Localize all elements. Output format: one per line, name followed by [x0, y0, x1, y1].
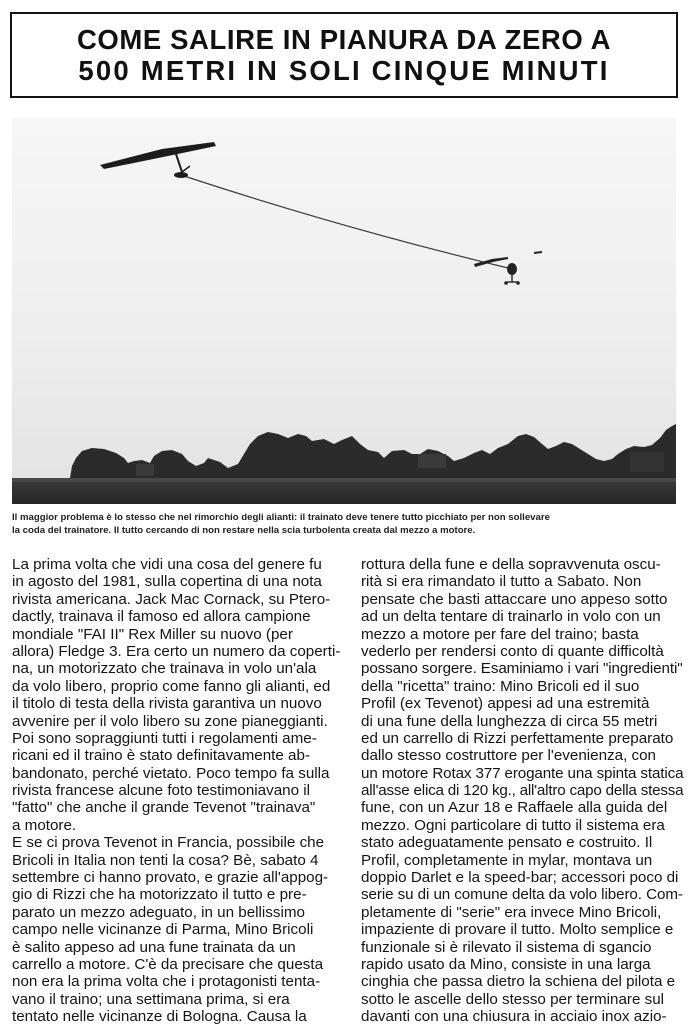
article-line: cinghia che passa dietro la schiena del pilota e [361, 973, 676, 991]
article-line: è salito appeso ad una fune trainata da un [12, 938, 296, 956]
article-line: rivista americana. Jack Mac Cornack, su Ptero- [12, 590, 331, 608]
headline-line-2: 500 METRI IN SOLI CINQUE MINUTI [78, 55, 610, 86]
article-column-left [12, 556, 346, 1026]
article-line: rapido usato da Mino, consiste in una larga [361, 955, 651, 973]
article-line: dactly, trainava il famoso ed allora campione [12, 608, 311, 626]
article-line: pletamente di "serie" era invece Mino Bricoli, [361, 903, 662, 921]
article-line: Bricoli in Italia non tenti la cosa? Bè, sabato 4 [12, 851, 319, 869]
article-line: a motore. [12, 816, 77, 834]
article-line: di una fune della lunghezza di circa 55 metri [361, 712, 658, 730]
article-line: da volo libero, proprio come fanno gli alianti, ed [12, 677, 331, 695]
article-line: settembre ci hanno provato, e grazie all'appog- [12, 869, 329, 887]
article-line: vederlo per rendersi conto di quante difficoltà [361, 642, 664, 660]
article-line: mondiale "FAI II" Rex Miller su nuovo (per [12, 625, 293, 643]
article-line: ad un delta tentare di trainarlo in volo con un [361, 608, 661, 626]
article-line: dallo stesso costruttore per l'evenienza, con [361, 747, 656, 765]
article-line: un motore Rotax 377 erogante una spinta statica [361, 764, 684, 782]
article-line: il titolo di testa della rivista garantiva un nuovo [12, 695, 322, 713]
article-line: campo nelle vicinanze di Parma, Mino Bricoli [12, 921, 314, 939]
article-line: Poi sono sopraggiunti tutti i regolamenti ame- [12, 729, 317, 747]
article-line: "fatto" che anche il grande Tevenot "trainava" [12, 799, 316, 817]
headline-box [10, 12, 678, 98]
headline-line-1: COME SALIRE IN PIANURA DA ZERO A [76, 24, 612, 55]
article-line: avvenire per il volo libero su zone pianeggianti. [12, 712, 328, 730]
article-line: tentato nelle vicinanze di Bologna. Causa la [12, 1008, 307, 1026]
photo-caption [12, 512, 678, 537]
article-line: rivista francese alcune foto testimoniavano il [12, 782, 310, 800]
article-line: sotto le ascelle dello stesso per terminare sul [361, 990, 665, 1008]
article-line: vano il traino; una settimana prima, si era [12, 990, 290, 1008]
farmhouse [136, 464, 154, 476]
article-line: pensate che basti attaccare uno appeso sotto [361, 590, 668, 608]
farmhouse [418, 454, 446, 468]
caption-line-2: la coda del trainatore. Il tutto cercando di non restare nella scia turbolenta creata dal mezzo a motore. [12, 524, 476, 536]
field [12, 480, 676, 504]
article-line: na, un motorizzato che trainava in volo un'ala [12, 660, 317, 678]
article-line: serie su di un comune delta da volo libero. Com- [361, 886, 683, 904]
caption-line-1: Il maggior problema è lo stesso che nel rimorchio degli alianti: il trainato deve tenere tutto picchiato per non sollevare [12, 512, 550, 523]
article-line: Profil, completamente in mylar, montava un [361, 851, 653, 869]
article-line: stato adeguatamente pensato e costruito. Il [361, 834, 653, 852]
article-line: gio di Rizzi che ha motorizzato il tutto e pre- [12, 886, 307, 904]
article-line: in agosto del 1981, sulla copertina di una nota [12, 573, 322, 591]
article-line: mezzo a motore per fare del traino; basta [361, 625, 639, 643]
article-line: bandonato, perché vietato. Poco tempo fa sulla [12, 764, 330, 782]
farmhouse [630, 452, 664, 472]
article-line: allora) Fledge 3. Era certo un numero da coperti- [12, 642, 341, 660]
article-line: La prima volta che vidi una cosa del genere fu [12, 556, 322, 573]
article-line: carrello a motore. C'è da precisare che questa [12, 955, 324, 973]
article-line: rottura della fune e della sopravvenuta oscu- [361, 556, 661, 573]
towed-hang-glider-photo [12, 118, 676, 504]
article-line: parato un mezzo adeguato, in un bellissimo [12, 903, 305, 921]
article-line: doppio Darlet e la speed-bar; accessori poco di [361, 869, 679, 887]
article-column-right [361, 556, 683, 1026]
article-line: non era la prima volta che i protagonisti tenta- [12, 973, 321, 991]
article-line: mezzo. Ogni particolare di tutto il sistema era [361, 816, 665, 834]
article-line: ed un carrello di Rizzi perfettamente preparato [361, 729, 674, 747]
article-line: davanti con una chiusura in acciaio inox azio- [361, 1008, 667, 1026]
article-line: E se ci prova Tevenot in Francia, possibile che [12, 834, 325, 852]
article-line: della "ricetta" traino: Mino Bricoli ed il suo [361, 677, 640, 695]
article-line: possano sorgere. Esaminiamo i vari "ingredienti" [361, 660, 683, 678]
article-line: fune, con un Azur 18 e Raffaele alla guida del [361, 799, 668, 817]
article-line: all'asse elica di 120 kg., all'altro capo della stessa [361, 782, 684, 800]
article-line: rità si era rimandato il tutto a Sabato. Non [361, 573, 642, 591]
article-line: funzionale si è rilevato il sistema di sgancio [361, 938, 652, 956]
article-line: ricani ed il traino è stato definitavamente ab- [12, 747, 311, 765]
article-line: Profil (ex Tevenot) appesi ad una estremità [361, 695, 650, 713]
article-line: impaziente di provare il tutto. Molto semplice e [361, 921, 674, 939]
